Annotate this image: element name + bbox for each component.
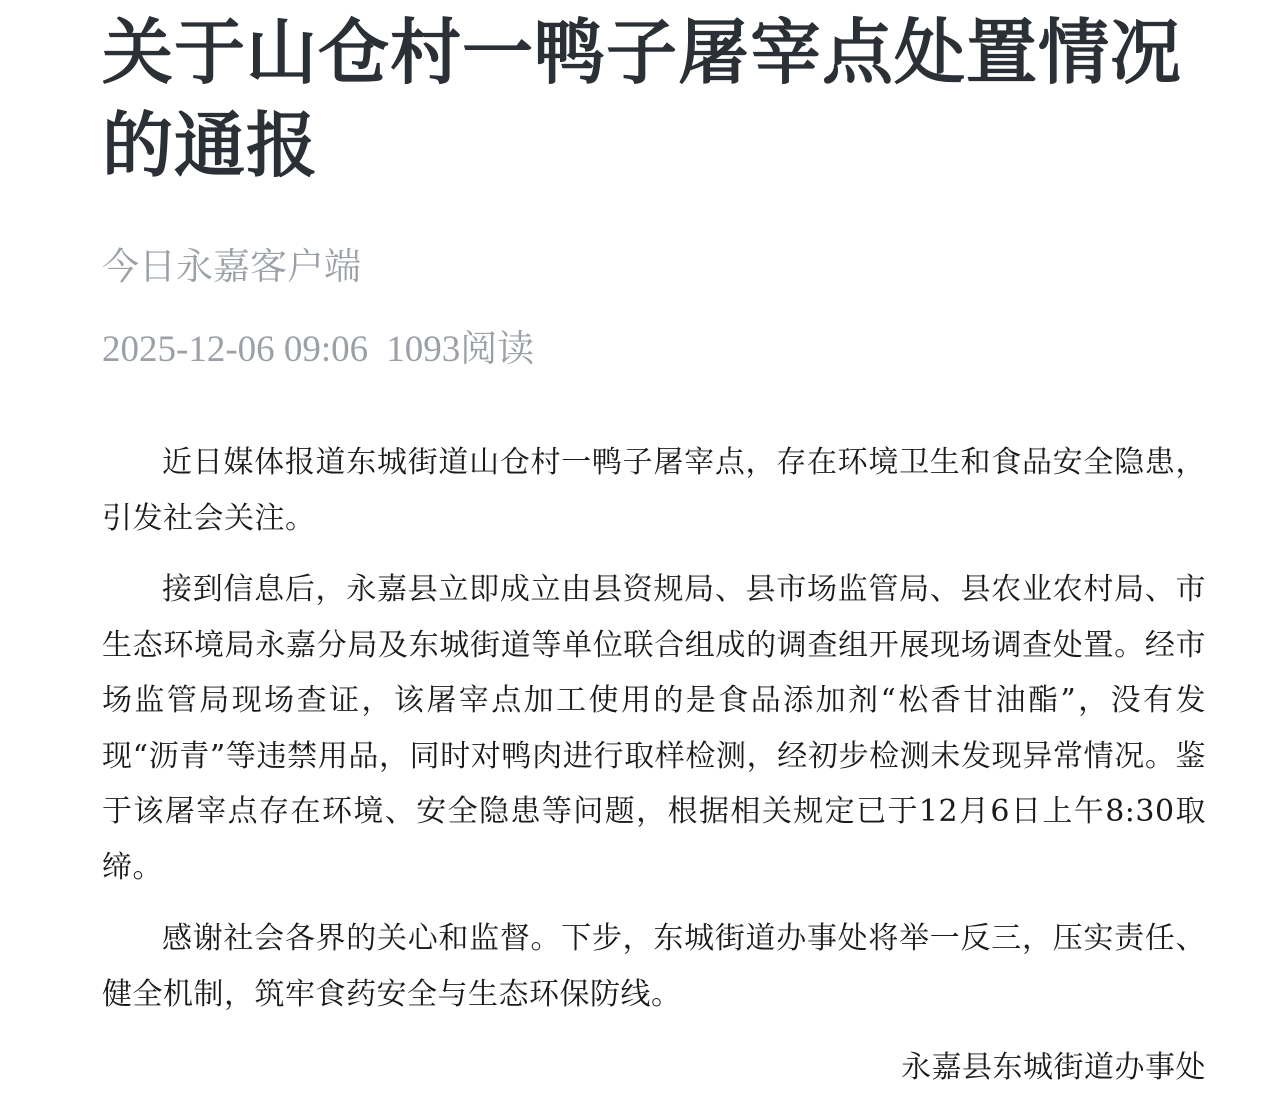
article-title: 关于山仓村一鸭子屠宰点处置情况的通报 — [102, 11, 1183, 187]
article-paragraph: 近日媒体报道东城街道山仓村一鸭子屠宰点，存在环境卫生和食品安全隐患，引发社会关注。 — [102, 445, 1206, 536]
article-source[interactable]: 今日永嘉客户端 — [102, 245, 361, 288]
read-count: 1093阅读 — [386, 329, 535, 370]
article-paragraph: 感谢社会各界的关心和监督。下步，东城街道办事处将举一反三，压实责任、健全机制，筑牢食药安全与生态环保防线。 — [102, 921, 1206, 1012]
publish-time: 2025-12-06 09:06 — [102, 329, 369, 370]
article-signature: 永嘉县东城街道办事处 — [901, 1050, 1206, 1085]
article — [102, 0, 1206, 1095]
article-body — [102, 435, 1206, 1022]
article-meta — [102, 328, 1206, 372]
article-paragraph: 接到信息后，永嘉县立即成立由县资规局、县市场监管局、县农业农村局、市生态环境局永嘉分局及东城街道等单位联合组成的调查组开展现场调查处置。经市场监管局现场查证，该屠宰点加工使用的是食品添加剂“松香甘油酯”，没有发现“沥青”等违禁用品，同时对鸭肉进行取样检测，经初步检测未发现异常情况。鉴于该屠宰点存在环境、安全隐患等问题，根据相关规定已于12月6日上午8:30取缔。 — [102, 572, 1206, 885]
